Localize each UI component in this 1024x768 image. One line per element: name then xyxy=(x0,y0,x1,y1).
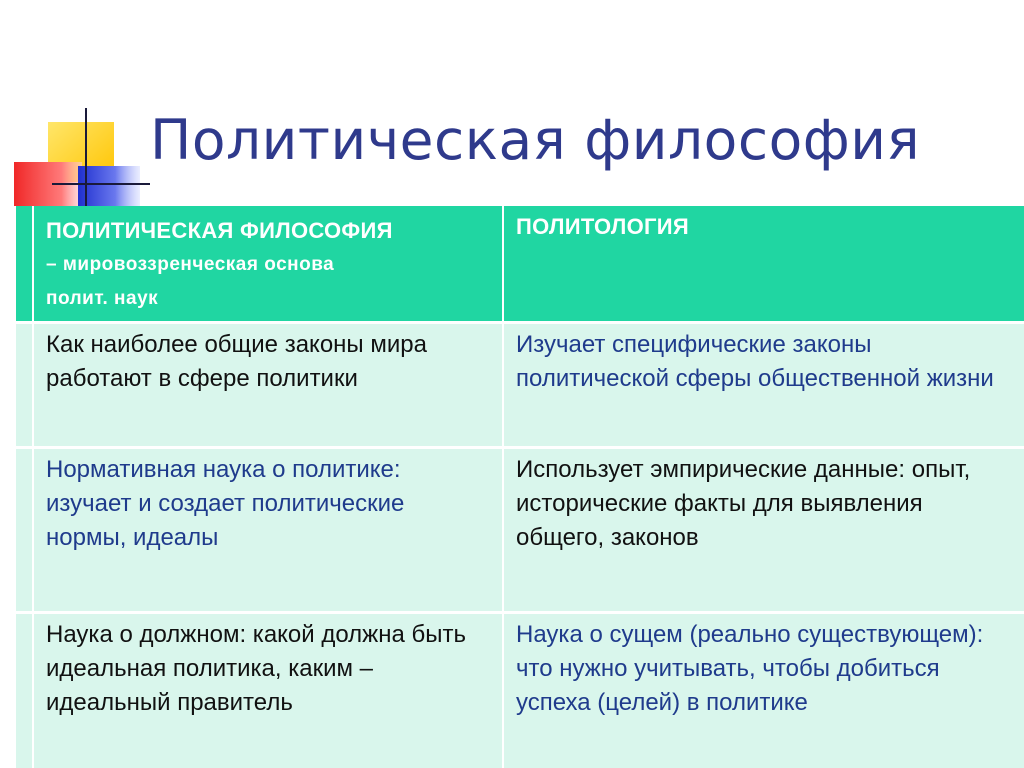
header-col1-title: ПОЛИТИЧЕСКАЯ ФИЛОСОФИЯ xyxy=(46,218,393,243)
row3-col1-text: Наука о должном: какой должна быть идеальная политика, каким – идеальный правитель xyxy=(46,620,466,716)
header-col2-title: ПОЛИТОЛОГИЯ xyxy=(516,214,690,239)
row2-col1-text: Нормативная наука о политике: изучает и создает политические нормы, идеалы xyxy=(46,455,405,551)
table-cell xyxy=(33,612,503,768)
table-header-row xyxy=(15,206,1024,322)
row-margin-cell xyxy=(15,447,33,612)
row2-col2-text: Использует эмпирические данные: опыт, исторические факты для выявления общего, законов xyxy=(516,455,971,551)
table-cell xyxy=(503,322,1024,447)
row1-col2-text: Изучает специфические законы политической сферы общественной жизни xyxy=(516,330,994,392)
header-cell-political-philosophy xyxy=(33,206,503,322)
header-col1-subtitle-line1: – мировоззренческая основа xyxy=(46,254,335,275)
row-margin-cell xyxy=(15,612,33,768)
row3-col2-text: Наука о сущем (реально существующем): что нужно учитывать, чтобы добиться успеха (целей) в политике xyxy=(516,620,984,716)
row1-col1-text: Как наиболее общие законы мира работают в сфере политики xyxy=(46,330,427,392)
table-row xyxy=(15,612,1024,768)
table-cell xyxy=(33,447,503,612)
row-margin-cell xyxy=(15,322,33,447)
decorative-squares-graphic xyxy=(0,0,160,220)
header-col1-subtitle-line2: полит. наук xyxy=(46,288,159,309)
table-cell xyxy=(503,447,1024,612)
slide-title: Политическая философия xyxy=(150,108,921,172)
table-cell xyxy=(503,612,1024,768)
blue-square xyxy=(78,166,140,208)
row-margin-cell xyxy=(15,206,33,322)
table-cell xyxy=(33,322,503,447)
header-cell-political-science xyxy=(503,206,1024,322)
table-row xyxy=(15,322,1024,447)
comparison-table xyxy=(14,206,1024,768)
table-row xyxy=(15,447,1024,612)
